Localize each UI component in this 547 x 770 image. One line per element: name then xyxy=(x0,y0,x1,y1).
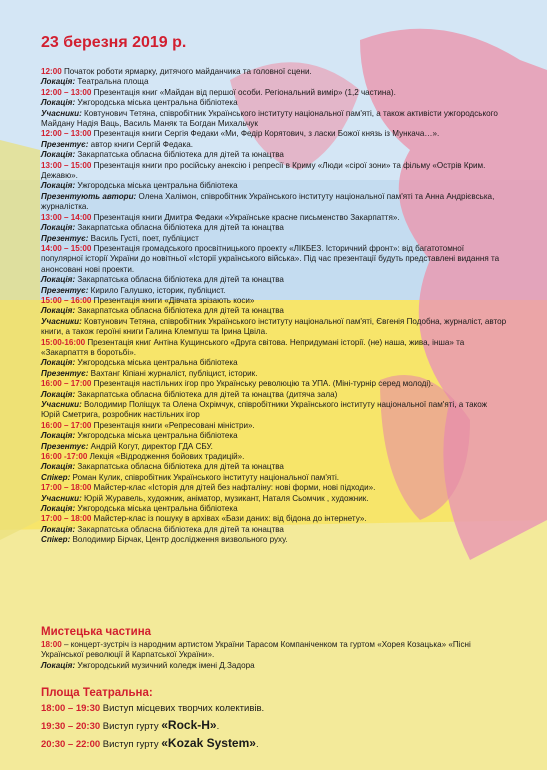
schedule-detail xyxy=(41,494,508,504)
schedule-item xyxy=(41,296,508,306)
field-label: Спікер: xyxy=(41,472,71,482)
schedule-detail xyxy=(41,181,508,191)
field-label: Учасники: xyxy=(41,316,82,326)
schedule-item xyxy=(41,244,508,275)
field-label: Презентує: xyxy=(41,368,89,378)
schedule-detail xyxy=(41,223,508,233)
field-label: Презентує: xyxy=(41,233,89,243)
item-text: Юрій Журавель, художник, аніматор, музикант, Наталя Сьомчик , художник. xyxy=(81,493,369,503)
item-text: Закарпатська обласна бібліотека для дітей та юнацтва xyxy=(75,462,284,472)
schedule-detail xyxy=(41,431,508,441)
item-text: Виступ місцевих творчих колективів. xyxy=(100,703,265,714)
item-text: Виступ гурту xyxy=(100,739,162,750)
item-text: Ужгородська міська центральна бібліотека xyxy=(75,358,238,368)
item-text: Початок роботи ярмарку, дитячого майданчика та головної сцени. xyxy=(61,67,312,76)
schedule-item xyxy=(41,735,508,753)
band-name: «Rock-H» xyxy=(161,718,217,732)
square-section-title: Площа Театральна: xyxy=(41,687,153,699)
time-label: 13:00 – 15:00 xyxy=(41,160,92,170)
item-text: Ужгородський музичний коледж імені Д.Задора xyxy=(75,660,255,670)
item-text: Ковтунович Тетяна, співробітник Українського інституту національної пам'яті, Євгенія Подобна, журналіст, автор книги, а також героїні книги Галина Клемпуш та Ірина Цвіла. xyxy=(41,316,507,337)
schedule-detail xyxy=(41,390,508,400)
item-text: Закарпатська обласна бібліотека для дітей та юнацтва xyxy=(75,306,284,316)
schedule-detail xyxy=(41,462,508,472)
time-label: 15:00 – 16:00 xyxy=(41,295,92,305)
item-text: – концерт-зустріч із народним артистом України Тарасом Компаніченком та гуртом «Хорея Козацька» «Пісні Української революції й Карпатської України». xyxy=(41,640,471,660)
time-label: 12:00 – 13:00 xyxy=(41,87,92,97)
field-label: Презентує: xyxy=(41,139,89,149)
field-label: Локація: xyxy=(41,660,76,670)
item-text: Презентація книги про російську анексію і репресії в Криму «Люди «сірої зони» та фільму «Острів Крим. Дежавю». xyxy=(41,160,486,181)
schedule-detail xyxy=(41,358,508,368)
schedule-detail xyxy=(41,504,508,514)
field-label: Локація: xyxy=(41,358,76,368)
schedule-item xyxy=(41,338,508,359)
item-text: Ужгородська міська центральна бібліотека xyxy=(75,181,238,191)
schedule-detail xyxy=(41,192,508,213)
schedule-detail xyxy=(41,98,508,108)
arts-section-title: Мистецька частина xyxy=(41,626,152,638)
schedule-item xyxy=(41,452,508,462)
field-label: Учасники: xyxy=(41,108,82,118)
band-name: «Kozak System» xyxy=(161,736,256,750)
item-text: Роман Кулик, співробітник Українського інституту національної пам'яті. xyxy=(70,472,340,482)
item-text: Закарпатська обласна бібліотека для дітей та юнацтва xyxy=(75,150,284,160)
item-text: Ужгородська міська центральна бібліотека xyxy=(75,431,238,441)
schedule-detail xyxy=(41,317,508,338)
schedule-detail xyxy=(41,77,508,87)
schedule-item xyxy=(41,640,508,661)
schedule-detail xyxy=(41,140,508,150)
schedule-detail xyxy=(41,661,508,671)
item-text: Лекція «Відродження бойових традицій». xyxy=(87,452,245,462)
field-label: Локація: xyxy=(41,150,76,160)
schedule-detail xyxy=(41,473,508,483)
time-label: 18:00 – 19:30 xyxy=(41,703,101,714)
date-heading: 23 березня 2019 р. xyxy=(41,34,187,51)
item-text: Вахтанг Кіпіані журналіст, публіцист, історик. xyxy=(88,368,258,378)
time-label: 18:00 xyxy=(41,640,62,649)
item-text: Андрій Когут, директор ГДА СБУ. xyxy=(88,441,213,451)
item-text: автор книги Сергій Федака. xyxy=(88,139,193,149)
schedule-detail xyxy=(41,535,508,545)
field-label: Локація: xyxy=(41,275,76,285)
field-label: Локація: xyxy=(41,181,76,191)
schedule-item xyxy=(41,161,508,182)
item-tail: . xyxy=(255,739,259,750)
schedule-detail xyxy=(41,234,508,244)
field-label: Учасники: xyxy=(41,400,82,409)
time-label: 16:00 – 17:00 xyxy=(41,379,92,389)
item-text: Презентація книг Антіна Кущинського «Друга світова. Непридумані історії. (не) наша, жива, інша» та «Закарпаття в боротьбі». xyxy=(41,337,465,357)
schedule-detail xyxy=(41,369,508,379)
schedule-item xyxy=(41,700,508,717)
item-text: Олена Халімон, співробітник Українського інституту національної пам'яті та Анна Андрієвська, журналістка. xyxy=(41,191,495,212)
item-text: Закарпатська обласна бібліотека для дітей та юнацтва xyxy=(75,223,284,233)
time-label: 13:00 – 14:00 xyxy=(41,212,92,222)
item-text: Презентація книги «Репресовані міністри». xyxy=(91,420,255,430)
time-label: 12:00 – 13:00 xyxy=(41,129,92,139)
item-text: Закарпатська обласна бібліотека для дітей та юнацтва xyxy=(75,275,284,285)
schedule-detail xyxy=(41,400,508,421)
schedule-item xyxy=(41,67,508,77)
field-label: Локація: xyxy=(41,77,76,87)
field-label: Спікер: xyxy=(41,535,71,545)
field-label: Локація: xyxy=(41,524,76,534)
item-text: Закарпатська обласна бібліотека для дітей та юнацтва (дитяча зала) xyxy=(75,389,338,399)
schedule-item xyxy=(41,129,508,139)
time-label: 17:00 – 18:00 xyxy=(41,514,92,524)
field-label: Учасники: xyxy=(41,493,82,503)
field-label: Локація: xyxy=(41,431,76,441)
item-text: Володимир Поліщук та Олена Охрімчук, співробітники Українського інституту національної пам'яті, а також Юрій Сметрига, розробник настільних ігор xyxy=(41,400,488,420)
item-text: Кирило Галушко, історик, публіцист. xyxy=(88,285,226,295)
schedule-item xyxy=(41,379,508,389)
field-label: Локація: xyxy=(41,223,76,233)
time-label: 16:00 -17:00 xyxy=(41,452,88,462)
schedule-detail xyxy=(41,275,508,285)
field-label: Презентує: xyxy=(41,441,89,451)
field-label: Локація: xyxy=(41,306,76,316)
item-text: Презентація книги «Дівчата зрізають коси» xyxy=(91,295,255,305)
schedule-detail xyxy=(41,442,508,452)
time-label: 20:30 – 22:00 xyxy=(41,739,101,750)
schedule-detail xyxy=(41,286,508,296)
item-text: Презентація книги Дмитра Федаки «Українське красне письменство Закарпаття». xyxy=(91,212,400,222)
schedule-item xyxy=(41,213,508,223)
schedule-detail xyxy=(41,525,508,535)
item-text: Презентація громадського просвітницького проекту «ЛІКБЕЗ. Історичний фронт»: від багатотомної популярної історії України до новітньої «Історії українського війська». Під час презентації будуть представлені видання та анонсовані нові проекти. xyxy=(41,243,500,274)
schedule-detail xyxy=(41,306,508,316)
square-list xyxy=(41,700,508,753)
item-tail: . xyxy=(216,721,220,732)
time-label: 19:30 – 20:30 xyxy=(41,721,101,732)
item-text: Презентація настільних ігор про Українську революцію та УПА. (Міні-турнір серед молоді). xyxy=(91,379,434,389)
item-text: Ковтунович Тетяна, співробітник Українського інституту національної пам'яті, а також активісти ужгородського Майдану Надія Ваць, Василь Маняк та Богдан Михальчук xyxy=(41,108,498,129)
field-label: Презентує: xyxy=(41,285,89,295)
time-label: 14:00 – 15:00 xyxy=(41,243,92,253)
item-text: Володимир Бірчак, Центр дослідження визвольного руху. xyxy=(70,535,288,545)
schedule-detail xyxy=(41,150,508,160)
field-label: Локація: xyxy=(41,98,76,108)
time-label: 17:00 – 18:00 xyxy=(41,483,92,493)
time-label: 12:00 xyxy=(41,67,62,76)
item-text: Виступ гурту xyxy=(100,721,162,732)
item-text: Закарпатська обласна бібліотека для дітей та юнацтва xyxy=(75,524,284,534)
item-text: Майстер-клас із пошуку в архівах «Бази даних: від бідона до інтернету». xyxy=(91,514,367,524)
item-text: Василь Густі, поет, публіцист xyxy=(88,233,199,243)
schedule-detail xyxy=(41,109,508,130)
schedule-item xyxy=(41,514,508,524)
time-label: 16:00 – 17:00 xyxy=(41,420,92,430)
arts-list xyxy=(41,640,508,671)
item-text: Театральна площа xyxy=(75,77,149,87)
schedule-item xyxy=(41,483,508,493)
item-text: Ужгородська міська центральна бібліотека xyxy=(75,98,238,108)
field-label: Локація: xyxy=(41,504,76,514)
schedule-item xyxy=(41,421,508,431)
item-text: Презентація книги Сергія Федаки «Ми, Федір Корятович, з ласки Божої князь із Мункача…». xyxy=(91,129,440,139)
item-text: Ужгородська міська центральна бібліотека xyxy=(75,504,238,514)
schedule-item xyxy=(41,717,508,735)
item-text: Майстер-клас «Історія для дітей без нафталіну: нові форми, нові підходи». xyxy=(91,483,376,493)
item-text: Презентація книг «Майдан від першої особи. Регіональний вимір» (1,2 частина). xyxy=(91,87,396,97)
schedule-list xyxy=(41,67,508,546)
schedule-item xyxy=(41,88,508,98)
time-label: 15:00-16:00 xyxy=(41,337,86,347)
field-label: Локація: xyxy=(41,462,76,472)
field-label: Презентують автори: xyxy=(41,191,137,201)
field-label: Локація: xyxy=(41,389,76,399)
